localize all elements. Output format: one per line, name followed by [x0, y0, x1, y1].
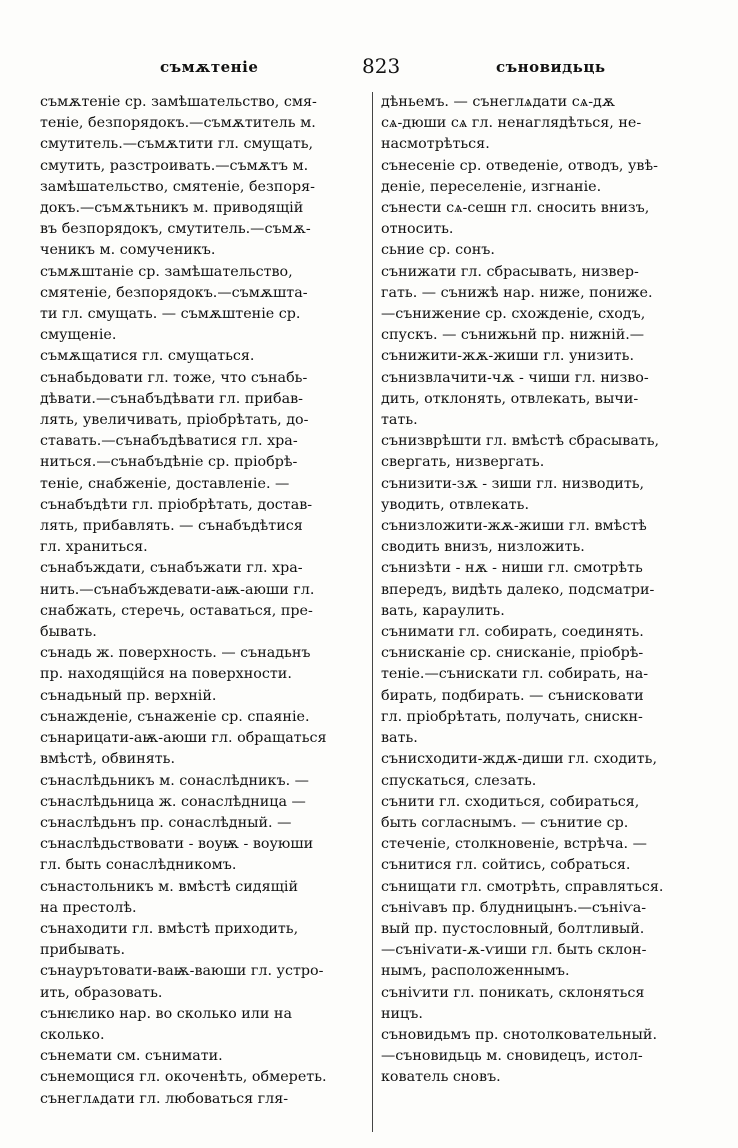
text-line: сънизврѣшти гл. вмѣстѣ сбрасывать, [381, 433, 660, 450]
text-line: сънисходити-ждѫ-диши гл. сходить, [381, 751, 657, 768]
text-line: нымъ, расположеннымъ. [381, 963, 570, 980]
text-line: сънадьный пр. верхній. [40, 687, 217, 704]
text-line: сънемощися гл. окоченѣть, обмереть. [40, 1069, 327, 1086]
text-line: на престолѣ. [40, 899, 137, 916]
text-line: —сънижение ср. схожденіе, сходъ, [381, 306, 646, 323]
text-line: сънизѣти - нѫ - ниши гл. смотрѣть [381, 560, 643, 577]
text-line: уводить, отвлекать. [381, 496, 529, 513]
text-line: ниться.—сънабъдѣніе ср. пріобрѣ- [40, 454, 298, 471]
right-running-headword: съновидьць [496, 58, 606, 76]
text-line: сънаслѣдьница ж. сонаслѣдница — [40, 793, 306, 810]
text-line: нить.—сънабъждевати-аѭ-аюши гл. [40, 581, 315, 598]
text-line: дѣньемъ. — сънеглѧдати сѧ-дѫ [381, 94, 615, 110]
text-line: сънемати см. сънимати. [40, 1048, 223, 1065]
text-line: сънабъждати, сънабъжати гл. хра- [40, 560, 303, 577]
text-line: сънеглѧдати гл. любоваться гля- [40, 1090, 289, 1107]
text-line: съновидьмъ пр. снотолковательный. [381, 1026, 658, 1043]
text-line: —сънiѵати-ѫ-ѵиши гл. быть склон- [381, 942, 647, 959]
text-line: сводить внизъ, низложить. [381, 539, 585, 556]
text-line: быть согласнымъ. — сънитие ср. [381, 814, 629, 831]
text-line: сънабьдовати гл. тоже, что сънабь- [40, 369, 308, 386]
text-line: сънiѵавъ пр. блудницынъ.—сънiѵа- [381, 899, 647, 916]
text-line: сънесеніе ср. отведеніе, отводъ, увѣ- [381, 157, 658, 174]
text-line: вать. [381, 730, 418, 747]
left-running-headword: съмѫтеніе [160, 58, 259, 76]
text-line: смутитель.—съмѫтити гл. смущать, [40, 136, 314, 153]
text-line: сънести сѧ-сешн гл. сносить внизъ, [381, 200, 650, 217]
text-line: докъ.—съмѫтьникъ м. приводящій [40, 200, 304, 217]
text-line: сънадь ж. поверхность. — сънадьнъ [40, 645, 311, 662]
text-line: смущеніе. [40, 327, 117, 344]
text-line: дѣвати.—сънабъдѣвати гл. прибав- [40, 390, 303, 407]
text-line: сънаурътовати-ваѭ-ваюши гл. устро- [40, 963, 324, 980]
text-line: сънаслѣдьнъ пр. сонаслѣдный. — [40, 814, 292, 831]
text-line: сънаслѣдьствовати - воуѭ - воуюши [40, 836, 314, 853]
text-line: насмотрѣться. [381, 136, 490, 153]
text-line: вый пр. пустословный, болтливый. [381, 920, 645, 937]
text-line: кователь сновъ. [381, 1069, 501, 1086]
text-line: смутить, разстроивать.—съмѫтъ м. [40, 157, 309, 174]
text-line: прибывать. [40, 942, 126, 959]
text-line: лять, прибавлять. — сънабъдѣтися [40, 518, 303, 535]
text-line: теніе, безпорядокъ.—съмѫтитель м. [40, 115, 316, 132]
text-line: вать, караулить. [381, 602, 505, 619]
text-line: сънити гл. сходиться, собираться, [381, 793, 640, 810]
text-line: гл. быть сонаслѣдникомъ. [40, 857, 237, 874]
text-line: бывать. [40, 624, 97, 641]
text-line: сънарицати-аѭ-аюши гл. обращаться [40, 730, 327, 747]
text-line: сънисканіе ср. снисканіе, пріобрѣ- [381, 645, 644, 662]
text-line: сънижити-жѫ-жиши гл. унизить. [381, 348, 634, 365]
right-column [381, 92, 708, 1089]
text-line: сколько. [40, 1026, 105, 1043]
column-divider [372, 92, 373, 1132]
text-line: относить. [381, 221, 454, 238]
text-line: съмѫштаніе ср. замѣшательство, [40, 263, 293, 280]
text-line: сънастольникъ м. вмѣстѣ сидящій [40, 878, 299, 895]
text-line: сънизложити-жѫ-жиши гл. вмѣстѣ [381, 518, 647, 535]
text-line: сънизвлачити-чѫ - чиши гл. низво- [381, 369, 649, 386]
text-line: ить, образовать. [40, 984, 163, 1001]
text-line: дить, отклонять, отвлекать, вычи- [381, 390, 639, 407]
left-column [40, 92, 366, 1110]
text-line: сьние ср. сонъ. [381, 242, 495, 259]
page-number: 823 [362, 54, 401, 78]
text-line: сънажденіе, сънаженіе ср. спаяніе. [40, 708, 310, 725]
text-line: деніе, переселеніе, изгнаніе. [381, 178, 602, 195]
text-line: сънизити-зѫ - зиши гл. низводить, [381, 475, 645, 492]
text-line: сънаслѣдьникъ м. сонаслѣдникъ. — [40, 772, 309, 789]
text-line: снабжать, стеречь, оставаться, пре- [40, 602, 313, 619]
text-line: стеченіе, столкновеніе, встрѣча. — [381, 836, 647, 853]
text-line: спускаться, слезать. [381, 772, 537, 789]
text-line: съмѫтеніе ср. замѣшательство, смя- [40, 94, 317, 110]
text-line: —съновидьць м. сновидецъ, истол- [381, 1048, 643, 1065]
text-line: лять, увеличивать, пріобрѣтать, до- [40, 412, 309, 429]
text-line: впередъ, видѣть далеко, подсматри- [381, 581, 655, 598]
text-line: въ безпорядокъ, смутитель.—съмѫ- [40, 221, 311, 238]
text-line: гл. храниться. [40, 539, 148, 556]
text-line: смятеніе, безпорядокъ.—съмѫшта- [40, 284, 308, 301]
text-line: сънабъдѣти гл. пріобрѣтать, достав- [40, 496, 313, 513]
text-line: сънитися гл. сойтись, собраться. [381, 857, 631, 874]
text-line: сънищати гл. смотрѣть, справляться. [381, 878, 664, 895]
text-line: теніе.—сънискати гл. собирать, на- [381, 666, 649, 683]
text-line: ченикъ м. сомученикъ. [40, 242, 216, 259]
text-line: бирать, подбирать. — сънисковати [381, 687, 644, 704]
text-line: сънiѵити гл. поникать, склоняться [381, 984, 645, 1001]
text-line: ницъ. [381, 1005, 423, 1022]
text-line: свергать, низвергать. [381, 454, 545, 471]
text-line: сънижати гл. сбрасывать, низвер- [381, 263, 639, 280]
text-line: пр. находящійся на поверхности. [40, 666, 292, 683]
text-line: вмѣстѣ, обвинять. [40, 751, 175, 768]
text-line: сънѥлико нар. во сколько или на [40, 1005, 292, 1022]
text-line: спускъ. — сънижьнй пр. нижній.— [381, 327, 645, 344]
text-line: сѧ-дюши сѧ гл. ненаглядѣться, не- [381, 115, 642, 132]
text-line: тать. [381, 412, 418, 429]
text-line: ти гл. смущать. — съмѫштеніе ср. [40, 306, 301, 323]
text-line: замѣшательство, смятеніе, безпоря- [40, 178, 315, 195]
running-head [40, 54, 718, 82]
text-line: сънаходити гл. вмѣстѣ приходить, [40, 920, 299, 937]
text-line: гать. — сънижѣ нар. ниже, пониже. [381, 284, 653, 301]
text-line: сънимати гл. собирать, соединять. [381, 624, 644, 641]
text-line: съмѫщатися гл. смущаться. [40, 348, 255, 365]
text-line: теніе, снабженіе, доставленіе. — [40, 475, 290, 492]
text-line: ставать.—сънабъдѣватися гл. хра- [40, 433, 298, 450]
text-line: гл. пріобрѣтать, получать, снискн- [381, 708, 643, 725]
